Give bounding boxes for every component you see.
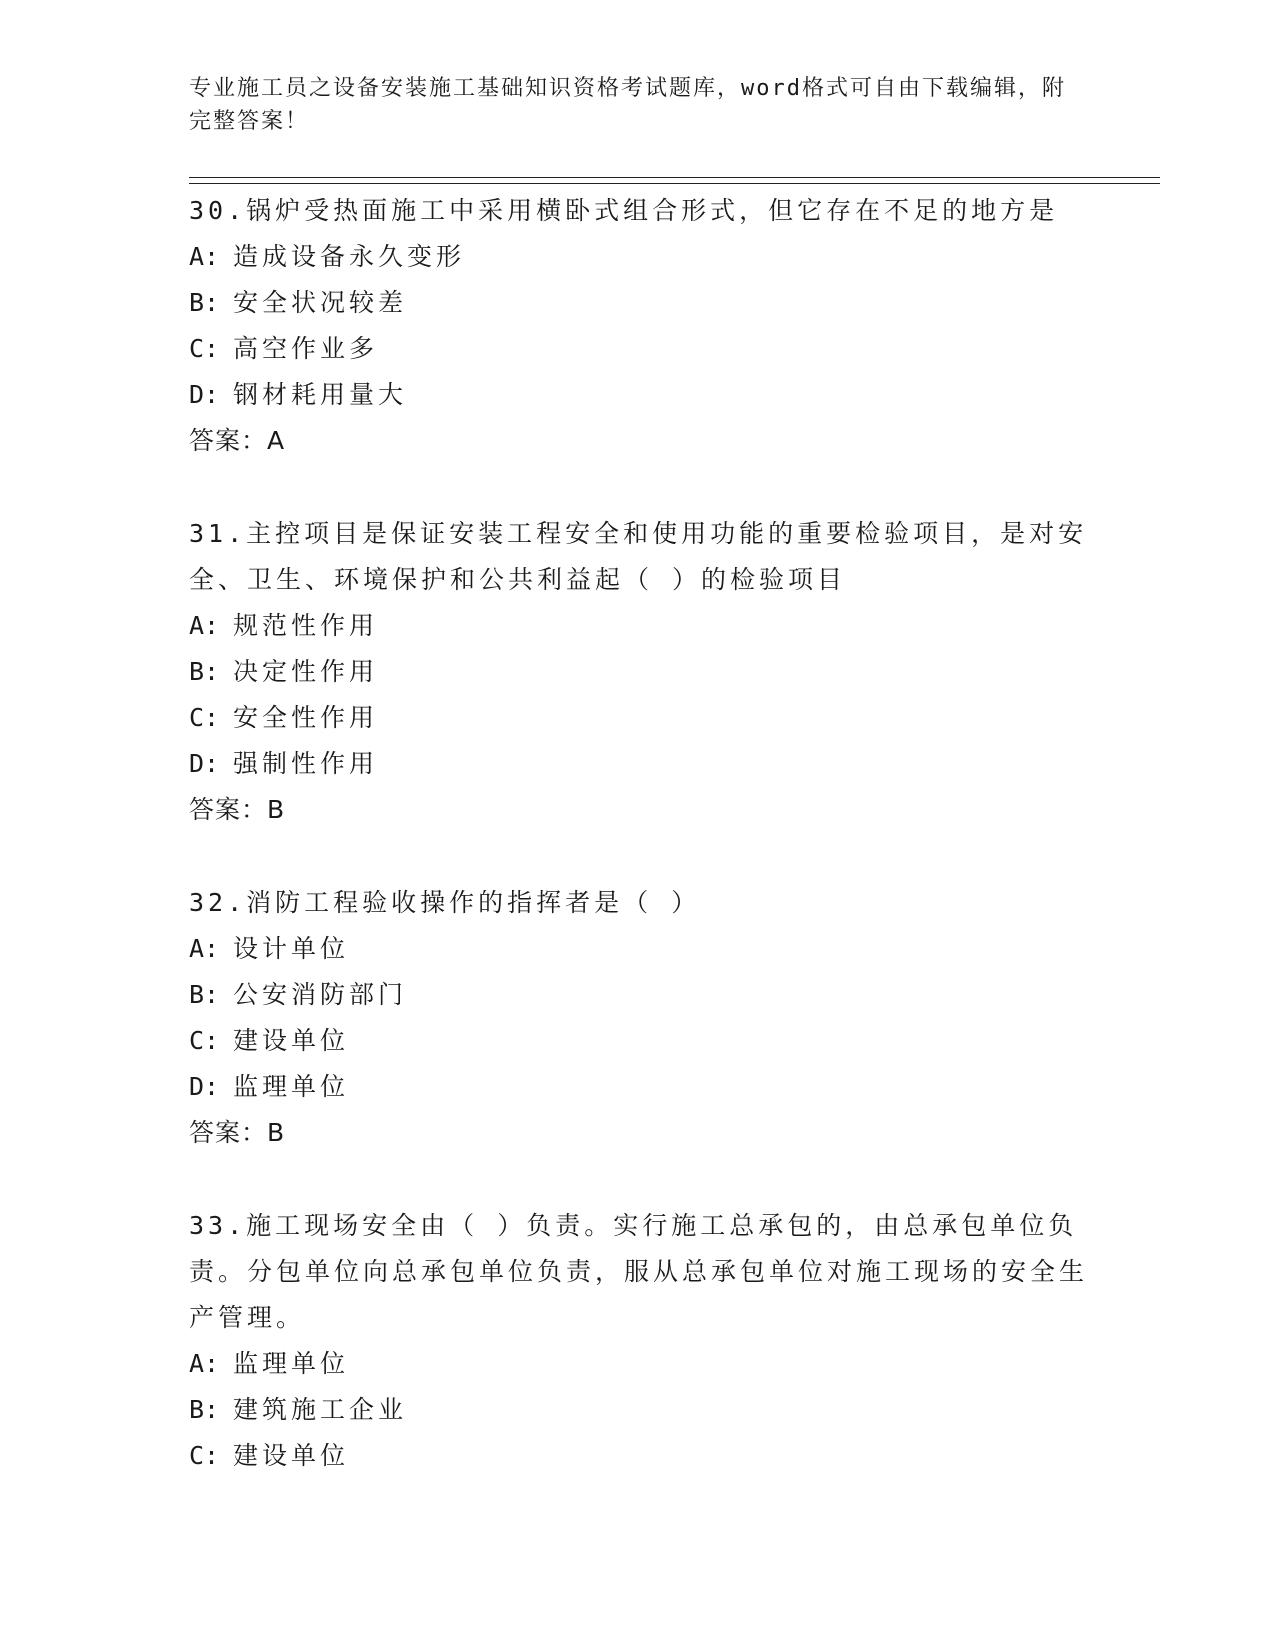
question-33 xyxy=(189,1203,1089,1479)
option-text: 高空作业多 xyxy=(233,334,379,363)
option-c xyxy=(189,1018,1089,1064)
option-key: A: xyxy=(189,934,220,963)
answer-line: 答案：A xyxy=(189,426,286,455)
option-text: 设计单位 xyxy=(233,934,350,963)
option-a xyxy=(189,603,1089,649)
option-text: 钢材耗用量大 xyxy=(233,380,408,409)
option-text: 建筑施工企业 xyxy=(233,1395,408,1424)
option-d xyxy=(189,1064,1089,1110)
question-32 xyxy=(189,880,1089,1156)
answer-line: 答案：B xyxy=(189,795,286,824)
option-text: 安全状况较差 xyxy=(233,288,408,317)
option-a xyxy=(189,234,1089,280)
question-stem: 33.施工现场安全由（ ）负责。实行施工总承包的，由总承包单位负责。分包单位向总承包单位负责，服从总承包单位对施工现场的安全生产管理。 xyxy=(189,1211,1089,1332)
option-text: 强制性作用 xyxy=(233,749,379,778)
answer-line: 答案：B xyxy=(189,1118,286,1147)
option-a xyxy=(189,926,1089,972)
option-text: 规范性作用 xyxy=(233,611,379,640)
option-b xyxy=(189,1387,1089,1433)
option-key: B: xyxy=(189,288,220,317)
option-key: D: xyxy=(189,1072,220,1101)
question-list xyxy=(189,188,1089,1479)
option-key: C: xyxy=(189,703,220,732)
option-key: A: xyxy=(189,611,220,640)
option-d xyxy=(189,741,1089,787)
option-key: A: xyxy=(189,1349,220,1378)
option-text: 监理单位 xyxy=(233,1072,350,1101)
option-b xyxy=(189,280,1089,326)
option-b xyxy=(189,649,1089,695)
option-key: B: xyxy=(189,980,220,1009)
option-b xyxy=(189,972,1089,1018)
question-31 xyxy=(189,511,1089,833)
option-c xyxy=(189,1433,1089,1479)
option-key: C: xyxy=(189,1026,220,1055)
option-text: 决定性作用 xyxy=(233,657,379,686)
option-text: 监理单位 xyxy=(233,1349,350,1378)
option-c xyxy=(189,326,1089,372)
option-text: 建设单位 xyxy=(233,1026,350,1055)
option-key: C: xyxy=(189,1441,220,1470)
question-stem: 31.主控项目是保证安装工程安全和使用功能的重要检验项目，是对安全、卫生、环境保护和公共利益起（ ）的检验项目 xyxy=(189,519,1088,594)
document-header: 专业施工员之设备安装施工基础知识资格考试题库，word格式可自由下载编辑，附完整答案！ xyxy=(189,76,1066,134)
option-text: 公安消防部门 xyxy=(233,980,408,1009)
option-key: B: xyxy=(189,1395,220,1424)
option-a xyxy=(189,1341,1089,1387)
option-d xyxy=(189,372,1089,418)
question-stem: 32.消防工程验收操作的指挥者是（ ） xyxy=(189,888,701,917)
option-text: 安全性作用 xyxy=(233,703,379,732)
question-30 xyxy=(189,188,1089,464)
option-key: B: xyxy=(189,657,220,686)
option-key: D: xyxy=(189,380,220,409)
option-text: 造成设备永久变形 xyxy=(233,242,466,271)
option-key: D: xyxy=(189,749,220,778)
option-key: C: xyxy=(189,334,220,363)
option-key: A: xyxy=(189,242,220,271)
header-divider-top xyxy=(189,177,1160,178)
option-text: 建设单位 xyxy=(233,1441,350,1470)
header-divider-bottom xyxy=(189,183,1160,184)
question-stem: 30.锅炉受热面施工中采用横卧式组合形式，但它存在不足的地方是 xyxy=(189,196,1059,225)
option-c xyxy=(189,695,1089,741)
